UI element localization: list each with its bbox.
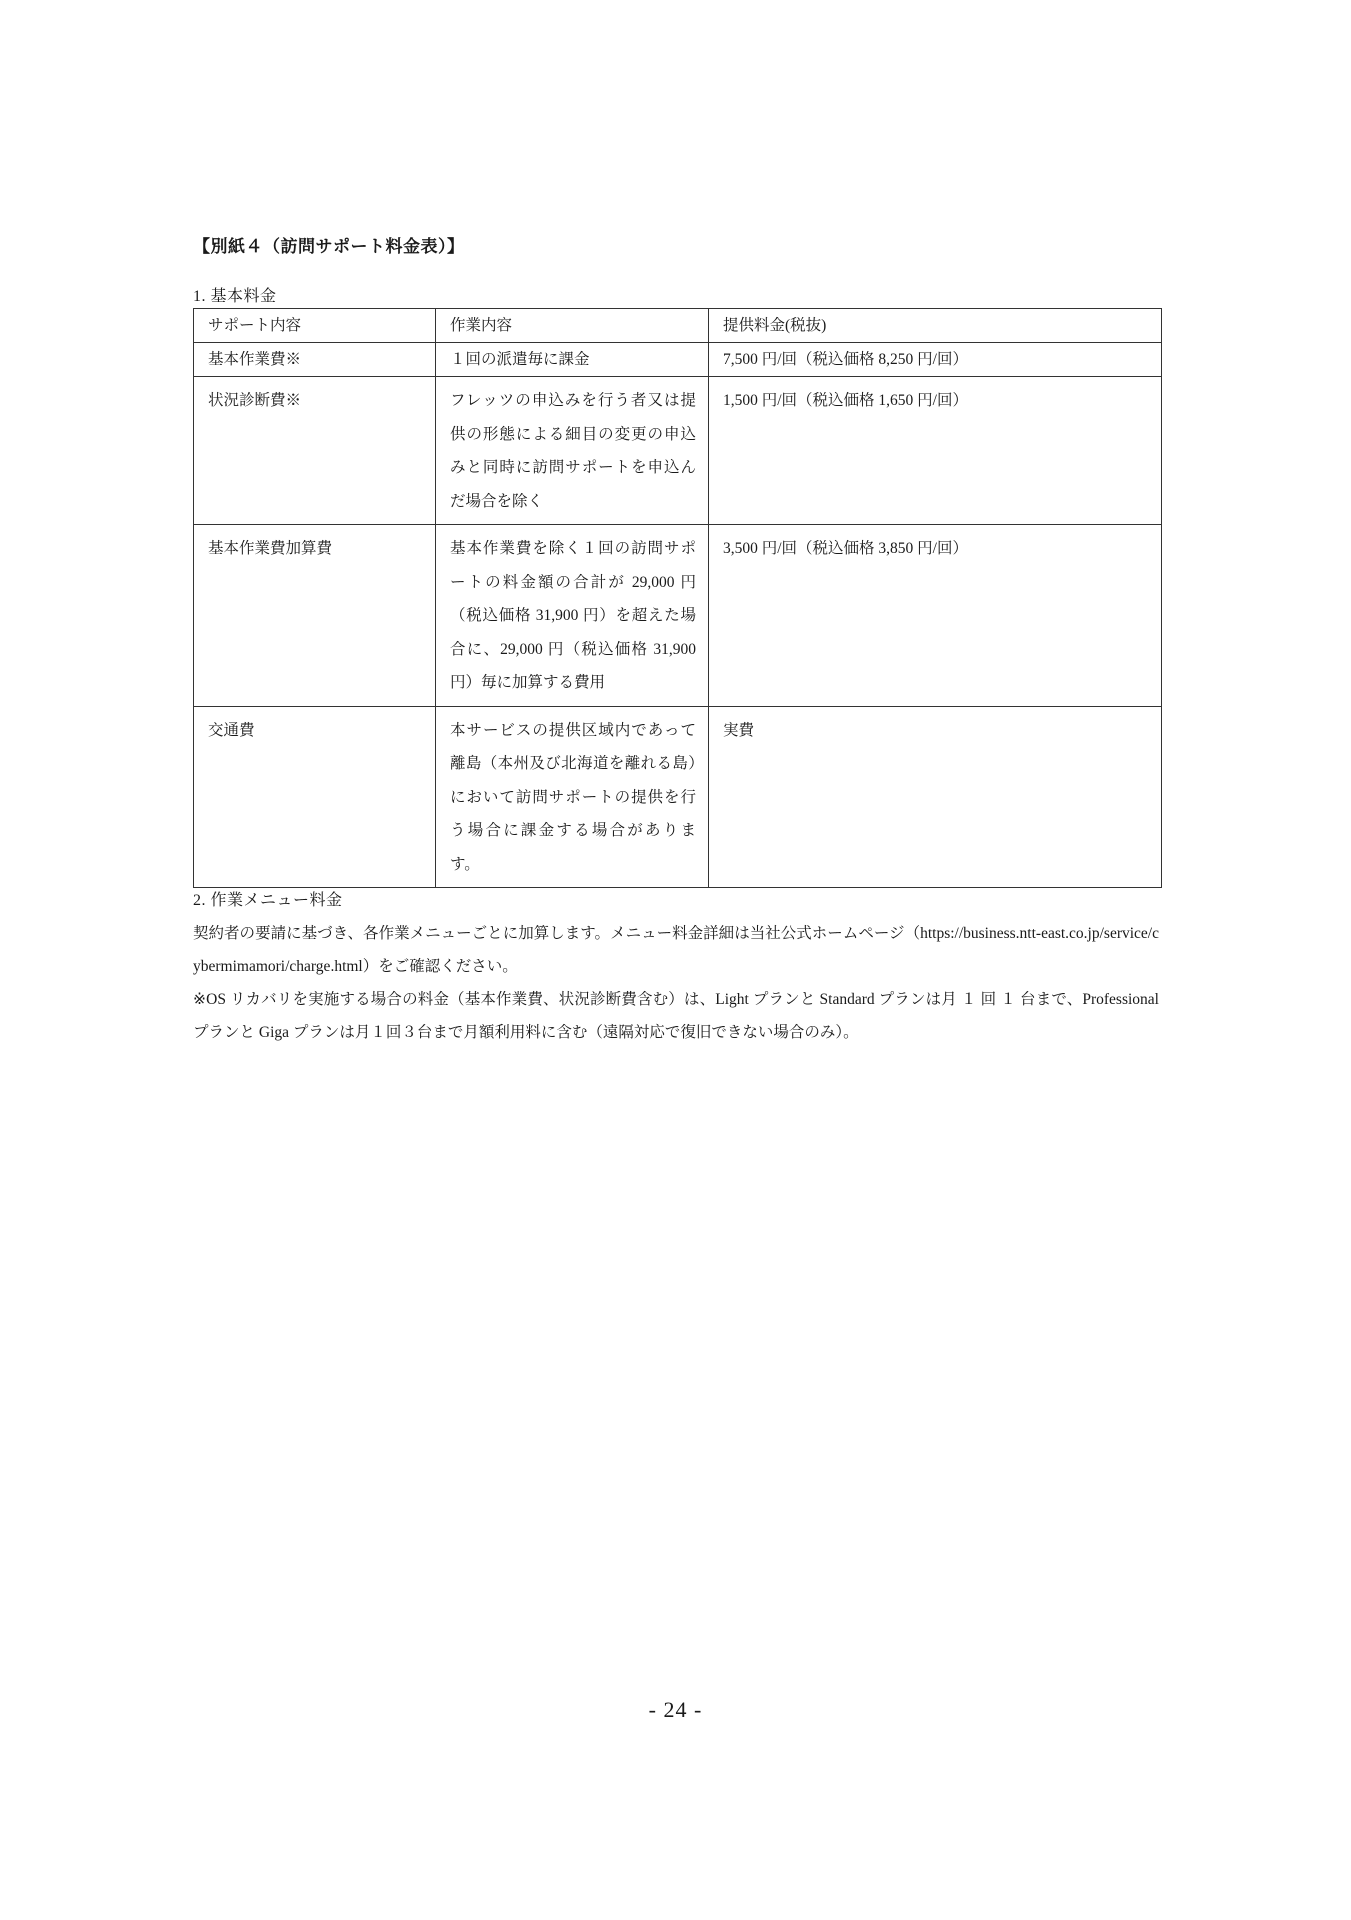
cell-work: １回の派遣毎に課金 <box>436 343 709 377</box>
os-recovery-note: ※OS リカバリを実施する場合の料金（基本作業費、状況診断費含む）は、Light プランと Standard プランは月 １ 回 １ 台まで、Professional プランと Giga プランは月１回３台まで月額利用料に含む（遠隔対応で復旧できない場合のみ）。 <box>193 991 1159 1041</box>
cell-work: 本サービスの提供区域内であって離島（本州及び北海道を離れる島）において訪問サポートの提供を行う場合に課金する場合があります。 <box>436 706 709 888</box>
table-row <box>194 525 1162 707</box>
header-cell-fee: 提供料金(税抜) <box>709 309 1162 343</box>
document-title: 【別紙４（訪問サポート料金表）】 <box>193 237 465 257</box>
section-heading-basic-fee: 1. 基本料金 <box>193 288 277 305</box>
menu-fee-paragraph: 契約者の要請に基づき、各作業メニューごとに加算します。メニュー料金詳細は当社公式ホームページ（https://business.ntt-east.co.jp/service/cybermimamori/charge.html）をご確認ください。 <box>193 925 1159 975</box>
cell-fee: 実費 <box>709 706 1162 888</box>
cell-support: 基本作業費※ <box>194 343 436 377</box>
table-header-row <box>194 309 1162 343</box>
section-heading-menu-fee: 2. 作業メニュー料金 <box>193 892 343 909</box>
header-cell-work: 作業内容 <box>436 309 709 343</box>
cell-fee: 7,500 円/回（税込価格 8,250 円/回） <box>709 343 1162 377</box>
cell-fee: 3,500 円/回（税込価格 3,850 円/回） <box>709 525 1162 707</box>
cell-support: 状況診断費※ <box>194 377 436 525</box>
page-number: - 24 - <box>648 1697 703 1722</box>
cell-work: フレッツの申込みを行う者又は提供の形態による細目の変更の申込みと同時に訪問サポートを申込んだ場合を除く <box>436 377 709 525</box>
cell-fee: 1,500 円/回（税込価格 1,650 円/回） <box>709 377 1162 525</box>
table-row <box>194 377 1162 525</box>
cell-work: 基本作業費を除く１回の訪問サポートの料金額の合計が 29,000 円（税込価格 31,900 円）を超えた場合に、29,000 円（税込価格 31,900 円）毎に加算する費用 <box>436 525 709 707</box>
cell-support: 交通費 <box>194 706 436 888</box>
cell-support: 基本作業費加算費 <box>194 525 436 707</box>
table-row <box>194 343 1162 377</box>
fee-table <box>193 308 1162 888</box>
table-row <box>194 706 1162 888</box>
header-cell-support: サポート内容 <box>194 309 436 343</box>
